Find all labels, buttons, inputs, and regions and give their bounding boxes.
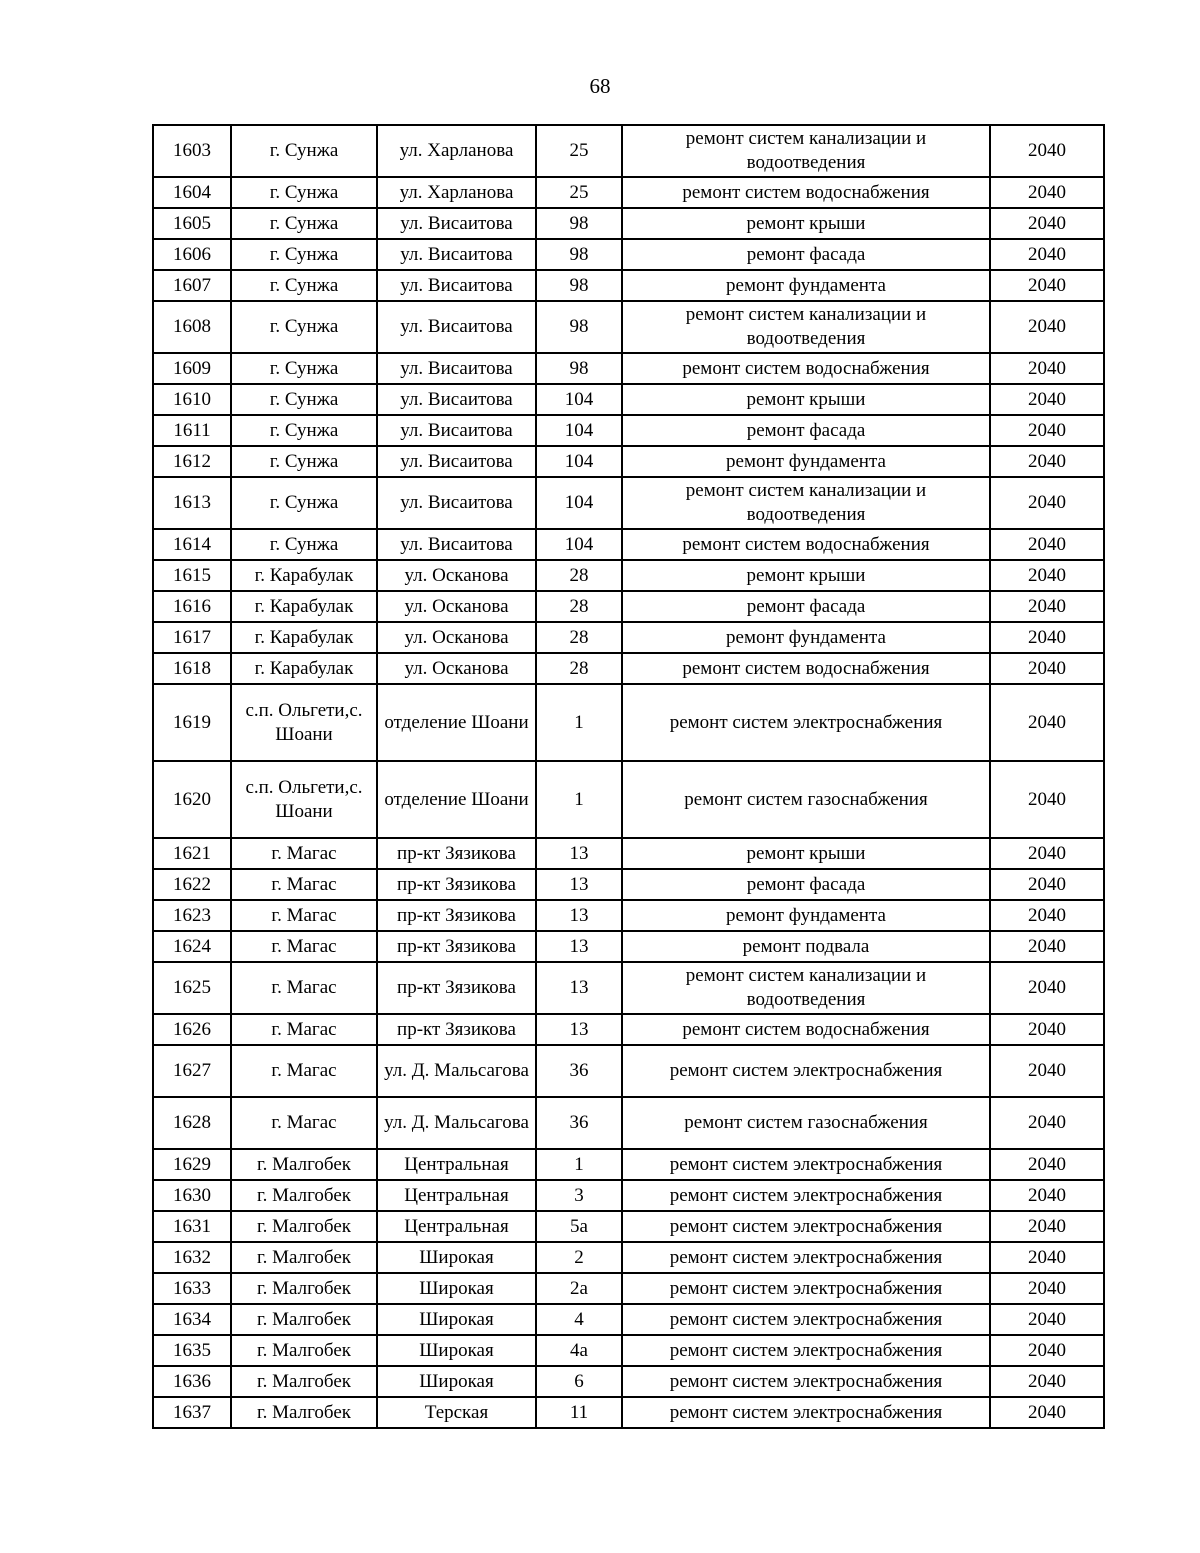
- work-type-cell: ремонт систем водоснабжения: [622, 529, 990, 560]
- settlement-cell: г. Сунжа: [231, 477, 377, 529]
- year-cell: 2040: [990, 446, 1104, 477]
- work-type-cell: ремонт систем электроснабжения: [622, 1149, 990, 1180]
- page-number: 68: [589, 74, 611, 98]
- street-cell: ул. Висаитова: [377, 353, 536, 384]
- row-number-cell: 1633: [153, 1273, 231, 1304]
- street-cell: ул. Висаитова: [377, 415, 536, 446]
- settlement-cell: г. Сунжа: [231, 208, 377, 239]
- table-row: [153, 761, 1104, 838]
- settlement-cell: г. Карабулак: [231, 653, 377, 684]
- year-cell: 2040: [990, 353, 1104, 384]
- street-cell: ул. Харланова: [377, 177, 536, 208]
- year-cell: 2040: [990, 477, 1104, 529]
- year-cell: 2040: [990, 869, 1104, 900]
- street-cell: ул. Висаитова: [377, 529, 536, 560]
- year-cell: 2040: [990, 1242, 1104, 1273]
- street-cell: ул. Д. Мальсагова: [377, 1097, 536, 1149]
- table-row: [153, 1211, 1104, 1242]
- table-row: [153, 1304, 1104, 1335]
- work-type-cell: ремонт систем водоснабжения: [622, 653, 990, 684]
- street-cell: пр-кт Зязикова: [377, 962, 536, 1014]
- year-cell: 2040: [990, 529, 1104, 560]
- settlement-cell: г. Магас: [231, 900, 377, 931]
- street-cell: отделение Шоани: [377, 761, 536, 838]
- settlement-cell: г. Малгобек: [231, 1242, 377, 1273]
- settlement-cell: г. Сунжа: [231, 270, 377, 301]
- work-type-cell: ремонт систем водоснабжения: [622, 1014, 990, 1045]
- table-body: [153, 125, 1104, 1428]
- street-cell: Широкая: [377, 1304, 536, 1335]
- work-type-cell: ремонт фасада: [622, 239, 990, 270]
- table-row: [153, 962, 1104, 1014]
- year-cell: 2040: [990, 1273, 1104, 1304]
- row-number-cell: 1618: [153, 653, 231, 684]
- house-number-cell: 4: [536, 1304, 622, 1335]
- year-cell: 2040: [990, 560, 1104, 591]
- house-number-cell: 13: [536, 900, 622, 931]
- row-number-cell: 1619: [153, 684, 231, 761]
- year-cell: 2040: [990, 384, 1104, 415]
- work-type-cell: ремонт систем электроснабжения: [622, 1242, 990, 1273]
- street-cell: Широкая: [377, 1366, 536, 1397]
- row-number-cell: 1608: [153, 301, 231, 353]
- settlement-cell: г. Сунжа: [231, 177, 377, 208]
- house-number-cell: 13: [536, 838, 622, 869]
- street-cell: Широкая: [377, 1273, 536, 1304]
- year-cell: 2040: [990, 208, 1104, 239]
- row-number-cell: 1607: [153, 270, 231, 301]
- house-number-cell: 13: [536, 962, 622, 1014]
- settlement-cell: г. Малгобек: [231, 1149, 377, 1180]
- table-row: [153, 125, 1104, 177]
- house-number-cell: 4а: [536, 1335, 622, 1366]
- row-number-cell: 1632: [153, 1242, 231, 1273]
- year-cell: 2040: [990, 1366, 1104, 1397]
- settlement-cell: г. Магас: [231, 931, 377, 962]
- house-number-cell: 13: [536, 931, 622, 962]
- year-cell: 2040: [990, 301, 1104, 353]
- table-row: [153, 900, 1104, 931]
- settlement-cell: г. Магас: [231, 1014, 377, 1045]
- year-cell: 2040: [990, 239, 1104, 270]
- year-cell: 2040: [990, 591, 1104, 622]
- table-row: [153, 560, 1104, 591]
- work-type-cell: ремонт систем электроснабжения: [622, 684, 990, 761]
- table-row: [153, 1273, 1104, 1304]
- street-cell: Терская: [377, 1397, 536, 1428]
- year-cell: 2040: [990, 962, 1104, 1014]
- table-row: [153, 384, 1104, 415]
- settlement-cell: г. Магас: [231, 962, 377, 1014]
- row-number-cell: 1625: [153, 962, 231, 1014]
- house-number-cell: 3: [536, 1180, 622, 1211]
- street-cell: Центральная: [377, 1180, 536, 1211]
- row-number-cell: 1627: [153, 1045, 231, 1097]
- table-row: [153, 239, 1104, 270]
- house-number-cell: 36: [536, 1045, 622, 1097]
- work-type-cell: ремонт систем водоснабжения: [622, 177, 990, 208]
- table-row: [153, 1335, 1104, 1366]
- street-cell: ул. Висаитова: [377, 270, 536, 301]
- year-cell: 2040: [990, 1397, 1104, 1428]
- year-cell: 2040: [990, 838, 1104, 869]
- table-row: [153, 1180, 1104, 1211]
- row-number-cell: 1610: [153, 384, 231, 415]
- table-row: [153, 931, 1104, 962]
- table-row: [153, 446, 1104, 477]
- row-number-cell: 1603: [153, 125, 231, 177]
- table-row: [153, 353, 1104, 384]
- street-cell: пр-кт Зязикова: [377, 869, 536, 900]
- row-number-cell: 1616: [153, 591, 231, 622]
- work-type-cell: ремонт фасада: [622, 869, 990, 900]
- work-type-cell: ремонт систем электроснабжения: [622, 1045, 990, 1097]
- street-cell: пр-кт Зязикова: [377, 900, 536, 931]
- house-number-cell: 1: [536, 684, 622, 761]
- settlement-cell: г. Малгобек: [231, 1304, 377, 1335]
- work-type-cell: ремонт систем канализации и водоотведения: [622, 125, 990, 177]
- house-number-cell: 6: [536, 1366, 622, 1397]
- year-cell: 2040: [990, 1097, 1104, 1149]
- year-cell: 2040: [990, 761, 1104, 838]
- house-number-cell: 104: [536, 477, 622, 529]
- work-type-cell: ремонт систем электроснабжения: [622, 1273, 990, 1304]
- row-number-cell: 1623: [153, 900, 231, 931]
- table-row: [153, 1397, 1104, 1428]
- house-number-cell: 1: [536, 1149, 622, 1180]
- house-number-cell: 1: [536, 761, 622, 838]
- settlement-cell: г. Малгобек: [231, 1273, 377, 1304]
- work-type-cell: ремонт крыши: [622, 208, 990, 239]
- street-cell: Широкая: [377, 1242, 536, 1273]
- settlement-cell: г. Сунжа: [231, 529, 377, 560]
- street-cell: ул. Висаитова: [377, 208, 536, 239]
- settlement-cell: г. Сунжа: [231, 353, 377, 384]
- street-cell: Центральная: [377, 1211, 536, 1242]
- street-cell: ул. Висаитова: [377, 239, 536, 270]
- street-cell: ул. Висаитова: [377, 477, 536, 529]
- house-number-cell: 98: [536, 270, 622, 301]
- repair-schedule-table: [152, 124, 1105, 1429]
- row-number-cell: 1630: [153, 1180, 231, 1211]
- work-type-cell: ремонт подвала: [622, 931, 990, 962]
- settlement-cell: г. Сунжа: [231, 239, 377, 270]
- house-number-cell: 2а: [536, 1273, 622, 1304]
- street-cell: ул. Осканова: [377, 653, 536, 684]
- settlement-cell: г. Карабулак: [231, 591, 377, 622]
- house-number-cell: 11: [536, 1397, 622, 1428]
- work-type-cell: ремонт систем электроснабжения: [622, 1335, 990, 1366]
- street-cell: пр-кт Зязикова: [377, 1014, 536, 1045]
- house-number-cell: 98: [536, 353, 622, 384]
- street-cell: ул. Висаитова: [377, 446, 536, 477]
- settlement-cell: г. Карабулак: [231, 560, 377, 591]
- table-row: [153, 208, 1104, 239]
- settlement-cell: г. Магас: [231, 1045, 377, 1097]
- street-cell: ул. Д. Мальсагова: [377, 1045, 536, 1097]
- table-row: [153, 1149, 1104, 1180]
- row-number-cell: 1620: [153, 761, 231, 838]
- row-number-cell: 1631: [153, 1211, 231, 1242]
- house-number-cell: 25: [536, 125, 622, 177]
- street-cell: ул. Осканова: [377, 560, 536, 591]
- work-type-cell: ремонт систем электроснабжения: [622, 1397, 990, 1428]
- house-number-cell: 104: [536, 529, 622, 560]
- house-number-cell: 13: [536, 1014, 622, 1045]
- year-cell: 2040: [990, 1180, 1104, 1211]
- row-number-cell: 1637: [153, 1397, 231, 1428]
- house-number-cell: 98: [536, 301, 622, 353]
- settlement-cell: г. Сунжа: [231, 125, 377, 177]
- table-row: [153, 1242, 1104, 1273]
- street-cell: ул. Осканова: [377, 622, 536, 653]
- settlement-cell: с.п. Ольгети,с. Шоани: [231, 761, 377, 838]
- work-type-cell: ремонт систем водоснабжения: [622, 353, 990, 384]
- year-cell: 2040: [990, 125, 1104, 177]
- table-row: [153, 838, 1104, 869]
- house-number-cell: 104: [536, 384, 622, 415]
- work-type-cell: ремонт фасада: [622, 591, 990, 622]
- row-number-cell: 1628: [153, 1097, 231, 1149]
- row-number-cell: 1617: [153, 622, 231, 653]
- work-type-cell: ремонт фундамента: [622, 900, 990, 931]
- house-number-cell: 98: [536, 208, 622, 239]
- row-number-cell: 1626: [153, 1014, 231, 1045]
- year-cell: 2040: [990, 900, 1104, 931]
- row-number-cell: 1605: [153, 208, 231, 239]
- year-cell: 2040: [990, 1304, 1104, 1335]
- table-row: [153, 529, 1104, 560]
- row-number-cell: 1634: [153, 1304, 231, 1335]
- table-row: [153, 1366, 1104, 1397]
- work-type-cell: ремонт фундамента: [622, 446, 990, 477]
- year-cell: 2040: [990, 684, 1104, 761]
- work-type-cell: ремонт систем канализации и водоотведения: [622, 962, 990, 1014]
- work-type-cell: ремонт систем газоснабжения: [622, 761, 990, 838]
- work-type-cell: ремонт крыши: [622, 384, 990, 415]
- work-type-cell: ремонт фундамента: [622, 270, 990, 301]
- row-number-cell: 1609: [153, 353, 231, 384]
- table-row: [153, 477, 1104, 529]
- table-row: [153, 270, 1104, 301]
- settlement-cell: г. Малгобек: [231, 1335, 377, 1366]
- year-cell: 2040: [990, 931, 1104, 962]
- row-number-cell: 1611: [153, 415, 231, 446]
- row-number-cell: 1629: [153, 1149, 231, 1180]
- house-number-cell: 104: [536, 415, 622, 446]
- settlement-cell: г. Магас: [231, 838, 377, 869]
- work-type-cell: ремонт фасада: [622, 415, 990, 446]
- year-cell: 2040: [990, 653, 1104, 684]
- house-number-cell: 104: [536, 446, 622, 477]
- year-cell: 2040: [990, 622, 1104, 653]
- row-number-cell: 1614: [153, 529, 231, 560]
- year-cell: 2040: [990, 177, 1104, 208]
- year-cell: 2040: [990, 1149, 1104, 1180]
- house-number-cell: 28: [536, 622, 622, 653]
- table-row: [153, 301, 1104, 353]
- settlement-cell: г. Малгобек: [231, 1211, 377, 1242]
- house-number-cell: 98: [536, 239, 622, 270]
- work-type-cell: ремонт систем газоснабжения: [622, 1097, 990, 1149]
- table-row: [153, 869, 1104, 900]
- work-type-cell: ремонт систем электроснабжения: [622, 1211, 990, 1242]
- street-cell: Широкая: [377, 1335, 536, 1366]
- table-row: [153, 622, 1104, 653]
- table-row: [153, 415, 1104, 446]
- work-type-cell: ремонт систем канализации и водоотведения: [622, 477, 990, 529]
- house-number-cell: 5а: [536, 1211, 622, 1242]
- street-cell: ул. Осканова: [377, 591, 536, 622]
- row-number-cell: 1635: [153, 1335, 231, 1366]
- settlement-cell: г. Карабулак: [231, 622, 377, 653]
- house-number-cell: 28: [536, 653, 622, 684]
- row-number-cell: 1621: [153, 838, 231, 869]
- settlement-cell: г. Малгобек: [231, 1366, 377, 1397]
- settlement-cell: г. Сунжа: [231, 415, 377, 446]
- settlement-cell: г. Магас: [231, 869, 377, 900]
- table-row: [153, 177, 1104, 208]
- street-cell: Центральная: [377, 1149, 536, 1180]
- street-cell: ул. Харланова: [377, 125, 536, 177]
- settlement-cell: г. Магас: [231, 1097, 377, 1149]
- street-cell: ул. Висаитова: [377, 301, 536, 353]
- street-cell: ул. Висаитова: [377, 384, 536, 415]
- house-number-cell: 25: [536, 177, 622, 208]
- street-cell: отделение Шоани: [377, 684, 536, 761]
- row-number-cell: 1636: [153, 1366, 231, 1397]
- work-type-cell: ремонт крыши: [622, 560, 990, 591]
- row-number-cell: 1615: [153, 560, 231, 591]
- row-number-cell: 1604: [153, 177, 231, 208]
- settlement-cell: г. Малгобек: [231, 1180, 377, 1211]
- table-row: [153, 653, 1104, 684]
- settlement-cell: г. Сунжа: [231, 446, 377, 477]
- work-type-cell: ремонт систем электроснабжения: [622, 1304, 990, 1335]
- year-cell: 2040: [990, 270, 1104, 301]
- work-type-cell: ремонт систем канализации и водоотведения: [622, 301, 990, 353]
- table-row: [153, 591, 1104, 622]
- year-cell: 2040: [990, 1045, 1104, 1097]
- street-cell: пр-кт Зязикова: [377, 838, 536, 869]
- year-cell: 2040: [990, 1014, 1104, 1045]
- year-cell: 2040: [990, 415, 1104, 446]
- house-number-cell: 28: [536, 591, 622, 622]
- table-row: [153, 684, 1104, 761]
- settlement-cell: с.п. Ольгети,с. Шоани: [231, 684, 377, 761]
- work-type-cell: ремонт систем электроснабжения: [622, 1180, 990, 1211]
- table-row: [153, 1097, 1104, 1149]
- house-number-cell: 36: [536, 1097, 622, 1149]
- street-cell: пр-кт Зязикова: [377, 931, 536, 962]
- table-row: [153, 1014, 1104, 1045]
- house-number-cell: 28: [536, 560, 622, 591]
- work-type-cell: ремонт фундамента: [622, 622, 990, 653]
- row-number-cell: 1624: [153, 931, 231, 962]
- house-number-cell: 13: [536, 869, 622, 900]
- row-number-cell: 1613: [153, 477, 231, 529]
- house-number-cell: 2: [536, 1242, 622, 1273]
- row-number-cell: 1606: [153, 239, 231, 270]
- work-type-cell: ремонт систем электроснабжения: [622, 1366, 990, 1397]
- year-cell: 2040: [990, 1211, 1104, 1242]
- row-number-cell: 1612: [153, 446, 231, 477]
- settlement-cell: г. Сунжа: [231, 384, 377, 415]
- settlement-cell: г. Малгобек: [231, 1397, 377, 1428]
- table-row: [153, 1045, 1104, 1097]
- year-cell: 2040: [990, 1335, 1104, 1366]
- row-number-cell: 1622: [153, 869, 231, 900]
- settlement-cell: г. Сунжа: [231, 301, 377, 353]
- work-type-cell: ремонт крыши: [622, 838, 990, 869]
